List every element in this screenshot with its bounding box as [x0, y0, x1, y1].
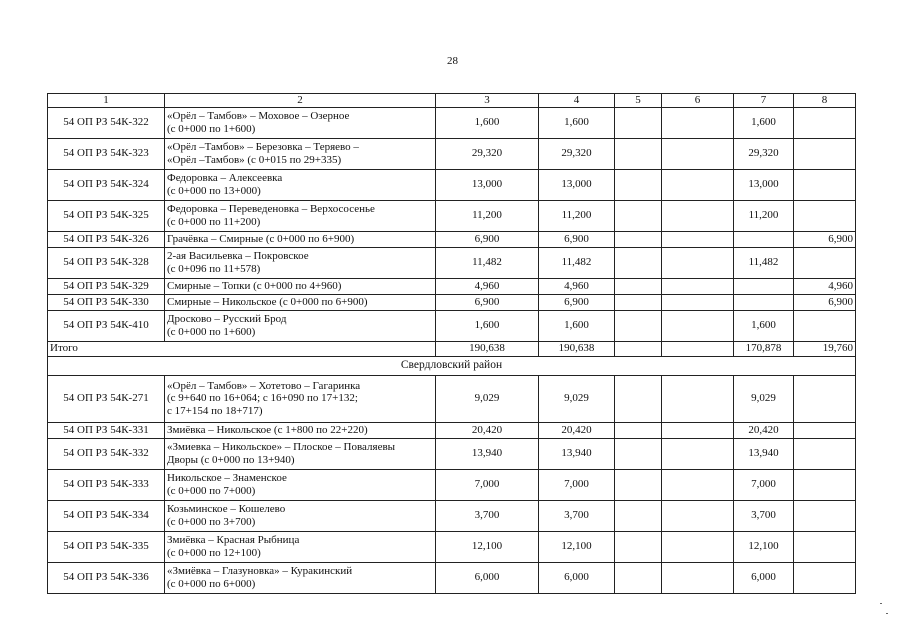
- road-name-cell: [165, 438, 436, 469]
- table-row: [48, 247, 856, 278]
- value-cell-c8: 4,960: [794, 278, 856, 294]
- value-cell-c7: 12,100: [734, 531, 794, 562]
- road-code-cell: 54 ОП РЗ 54К-410: [48, 310, 165, 341]
- value-cell-c6: [662, 107, 734, 138]
- value-cell-c8: [794, 422, 856, 438]
- road-code-cell: 54 ОП РЗ 54К-336: [48, 562, 165, 593]
- value-cell-c3: 11,482: [436, 247, 539, 278]
- value-cell-c6: [662, 500, 734, 531]
- value-cell-c8: [794, 247, 856, 278]
- value-cell-c7: 13,940: [734, 438, 794, 469]
- table-row: [48, 310, 856, 341]
- road-code-cell: 54 ОП РЗ 54К-330: [48, 294, 165, 310]
- road-name-line: Грачёвка – Смирные (с 0+000 по 6+900): [167, 232, 355, 245]
- road-name-line: Козьминское – Кошелево: [167, 503, 286, 515]
- value-cell-c5: [615, 500, 662, 531]
- table-row: [48, 422, 856, 438]
- scan-speck: [886, 613, 888, 614]
- value-cell-c3: 6,900: [436, 231, 539, 247]
- road-name-cell: [165, 562, 436, 593]
- value-cell-c5: [615, 200, 662, 231]
- road-name-line: «Орёл – Тамбов» – Хотетово – Гагаринка: [167, 379, 361, 392]
- value-cell-c5: [615, 294, 662, 310]
- road-code-cell: 54 ОП РЗ 54К-322: [48, 107, 165, 138]
- value-cell-c4: 1,600: [539, 107, 615, 138]
- value-cell-c5: [615, 278, 662, 294]
- value-cell-c4: 13,940: [539, 438, 615, 469]
- value-cell-c4: 6,900: [539, 231, 615, 247]
- value-cell-c4: 7,000: [539, 469, 615, 500]
- value-cell-c6: [662, 169, 734, 200]
- value-cell-c8: [794, 438, 856, 469]
- value-cell-c3: 1,600: [436, 310, 539, 341]
- road-name-line: Дросково – Русский Брод: [167, 313, 287, 325]
- table-row: [48, 107, 856, 138]
- column-header: 4: [539, 94, 615, 108]
- table-body: [48, 94, 856, 594]
- value-cell-c6: [662, 531, 734, 562]
- value-cell-c4: 6,000: [539, 562, 615, 593]
- road-code-cell: 54 ОП РЗ 54К-334: [48, 500, 165, 531]
- table-row: [48, 375, 856, 422]
- value-cell-c3: 1,600: [436, 107, 539, 138]
- road-name-line: (с 0+000 по 11+200): [167, 215, 261, 228]
- total-cell-c5: [615, 341, 662, 356]
- value-cell-c4: 6,900: [539, 294, 615, 310]
- road-name-cell: [165, 247, 436, 278]
- value-cell-c7: [734, 294, 794, 310]
- value-cell-c3: 11,200: [436, 200, 539, 231]
- road-name-cell: [165, 200, 436, 231]
- value-cell-c5: [615, 310, 662, 341]
- table-row: [48, 500, 856, 531]
- value-cell-c6: [662, 469, 734, 500]
- value-cell-c3: 9,029: [436, 375, 539, 422]
- value-cell-c8: [794, 138, 856, 169]
- road-name-line: (с 0+000 по 13+000): [167, 184, 261, 197]
- value-cell-c6: [662, 247, 734, 278]
- value-cell-c4: 11,482: [539, 247, 615, 278]
- road-code-cell: 54 ОП РЗ 54К-325: [48, 200, 165, 231]
- page-number: 28: [447, 55, 458, 67]
- table-row: [48, 278, 856, 294]
- value-cell-c6: [662, 422, 734, 438]
- total-cell-c6: [662, 341, 734, 356]
- road-name-line: Смирные – Топки (с 0+000 по 4+960): [167, 279, 342, 292]
- value-cell-c4: 4,960: [539, 278, 615, 294]
- value-cell-c6: [662, 138, 734, 169]
- value-cell-c5: [615, 169, 662, 200]
- table-row: [48, 231, 856, 247]
- value-cell-c5: [615, 138, 662, 169]
- value-cell-c3: 12,100: [436, 531, 539, 562]
- road-name-line: (с 9+640 по 16+064; с 16+090 по 17+132;: [167, 392, 358, 405]
- road-code-cell: 54 ОП РЗ 54К-329: [48, 278, 165, 294]
- road-name-cell: [165, 422, 436, 438]
- road-name-line: с 17+154 по 18+717): [167, 404, 263, 417]
- road-name-line: (с 0+096 по 11+578): [167, 262, 261, 275]
- road-name-line: «Змиевка – Никольское» – Плоское – Поваляевы: [167, 441, 396, 453]
- column-header: 6: [662, 94, 734, 108]
- value-cell-c6: [662, 310, 734, 341]
- value-cell-c7: [734, 278, 794, 294]
- header-row: [48, 94, 856, 108]
- value-cell-c7: 29,320: [734, 138, 794, 169]
- road-name-line: (с 0+000 по 1+600): [167, 122, 256, 135]
- value-cell-c4: 20,420: [539, 422, 615, 438]
- value-cell-c5: [615, 531, 662, 562]
- road-name-line: (с 0+000 по 7+000): [167, 484, 256, 497]
- value-cell-c8: 6,900: [794, 231, 856, 247]
- road-code-cell: 54 ОП РЗ 54К-324: [48, 169, 165, 200]
- table-row: [48, 531, 856, 562]
- value-cell-c5: [615, 469, 662, 500]
- road-code-cell: 54 ОП РЗ 54К-271: [48, 375, 165, 422]
- value-cell-c3: 13,000: [436, 169, 539, 200]
- value-cell-c3: 6,000: [436, 562, 539, 593]
- total-cell-c8: 19,760: [794, 341, 856, 356]
- road-name-cell: [165, 231, 436, 247]
- value-cell-c7: 1,600: [734, 310, 794, 341]
- road-name-cell: [165, 294, 436, 310]
- value-cell-c3: 20,420: [436, 422, 539, 438]
- road-name-line: «Орёл –Тамбов» – Березовка – Теряево –: [167, 141, 359, 153]
- road-name-cell: [165, 375, 436, 422]
- value-cell-c8: [794, 200, 856, 231]
- value-cell-c7: [734, 231, 794, 247]
- road-name-cell: [165, 278, 436, 294]
- value-cell-c4: 13,000: [539, 169, 615, 200]
- value-cell-c4: 3,700: [539, 500, 615, 531]
- value-cell-c7: 1,600: [734, 107, 794, 138]
- value-cell-c7: 11,482: [734, 247, 794, 278]
- road-code-cell: 54 ОП РЗ 54К-328: [48, 247, 165, 278]
- road-name-line: (с 0+000 по 6+000): [167, 577, 256, 590]
- road-code-cell: 54 ОП РЗ 54К-333: [48, 469, 165, 500]
- table-row: [48, 200, 856, 231]
- value-cell-c8: [794, 375, 856, 422]
- road-code-cell: 54 ОП РЗ 54К-323: [48, 138, 165, 169]
- value-cell-c7: 6,000: [734, 562, 794, 593]
- value-cell-c3: 6,900: [436, 294, 539, 310]
- road-name-line: «Змиёвка – Глазуновка» – Куракинский: [167, 565, 353, 577]
- scan-speck: [880, 603, 882, 604]
- table-row: [48, 294, 856, 310]
- road-name-cell: [165, 107, 436, 138]
- road-name-line: «Орёл –Тамбов» (с 0+015 по 29+335): [167, 153, 342, 166]
- value-cell-c8: [794, 107, 856, 138]
- value-cell-c6: [662, 200, 734, 231]
- value-cell-c7: 7,000: [734, 469, 794, 500]
- road-name-line: Смирные – Никольское (с 0+000 по 6+900): [167, 295, 368, 308]
- table-row: [48, 438, 856, 469]
- value-cell-c6: [662, 231, 734, 247]
- value-cell-c6: [662, 375, 734, 422]
- road-name-line: Федоровка – Алексеевка: [167, 172, 283, 184]
- value-cell-c5: [615, 107, 662, 138]
- column-header: 8: [794, 94, 856, 108]
- value-cell-c7: 3,700: [734, 500, 794, 531]
- value-cell-c3: 7,000: [436, 469, 539, 500]
- value-cell-c7: 13,000: [734, 169, 794, 200]
- column-header: 2: [165, 94, 436, 108]
- value-cell-c7: 11,200: [734, 200, 794, 231]
- road-name-line: Никольское – Знаменское: [167, 472, 287, 484]
- value-cell-c5: [615, 247, 662, 278]
- value-cell-c8: [794, 310, 856, 341]
- road-name-line: Дворы (с 0+000 по 13+940): [167, 453, 295, 466]
- value-cell-c8: [794, 562, 856, 593]
- value-cell-c8: [794, 500, 856, 531]
- road-name-line: (с 0+000 по 12+100): [167, 546, 261, 559]
- table-row: [48, 169, 856, 200]
- value-cell-c6: [662, 294, 734, 310]
- value-cell-c6: [662, 438, 734, 469]
- value-cell-c4: 1,600: [539, 310, 615, 341]
- column-header: 3: [436, 94, 539, 108]
- value-cell-c5: [615, 231, 662, 247]
- road-code-cell: 54 ОП РЗ 54К-326: [48, 231, 165, 247]
- table-row: [48, 138, 856, 169]
- value-cell-c8: 6,900: [794, 294, 856, 310]
- road-name-line: «Орёл – Тамбов» – Моховое – Озерное: [167, 110, 350, 122]
- value-cell-c7: 20,420: [734, 422, 794, 438]
- value-cell-c8: [794, 531, 856, 562]
- road-name-cell: [165, 531, 436, 562]
- road-name-cell: [165, 310, 436, 341]
- total-cell-c7: 170,878: [734, 341, 794, 356]
- value-cell-c4: 9,029: [539, 375, 615, 422]
- value-cell-c5: [615, 422, 662, 438]
- road-name-line: Федоровка – Переведеновка – Верхососенье: [167, 203, 375, 215]
- total-cell-c4: 190,638: [539, 341, 615, 356]
- value-cell-c8: [794, 169, 856, 200]
- road-code-cell: 54 ОП РЗ 54К-335: [48, 531, 165, 562]
- total-cell-c3: 190,638: [436, 341, 539, 356]
- column-header: 7: [734, 94, 794, 108]
- value-cell-c5: [615, 438, 662, 469]
- value-cell-c7: 9,029: [734, 375, 794, 422]
- table-row: [48, 562, 856, 593]
- road-code-cell: 54 ОП РЗ 54К-332: [48, 438, 165, 469]
- road-name-line: Змиёвка – Красная Рыбница: [167, 534, 300, 546]
- value-cell-c3: 3,700: [436, 500, 539, 531]
- value-cell-c5: [615, 562, 662, 593]
- road-name-line: 2-ая Васильевка – Покровское: [167, 250, 309, 262]
- section-title: Свердловский район: [48, 356, 856, 375]
- total-row: [48, 341, 856, 356]
- value-cell-c6: [662, 278, 734, 294]
- value-cell-c3: 29,320: [436, 138, 539, 169]
- column-header: 5: [615, 94, 662, 108]
- section-row: [48, 356, 856, 375]
- road-name-line: (с 0+000 по 1+600): [167, 325, 256, 338]
- road-name-cell: [165, 169, 436, 200]
- road-name-cell: [165, 500, 436, 531]
- value-cell-c4: 11,200: [539, 200, 615, 231]
- road-name-cell: [165, 469, 436, 500]
- value-cell-c5: [615, 375, 662, 422]
- value-cell-c4: 29,320: [539, 138, 615, 169]
- value-cell-c3: 4,960: [436, 278, 539, 294]
- total-label: Итого: [48, 341, 436, 356]
- value-cell-c4: 12,100: [539, 531, 615, 562]
- road-code-cell: 54 ОП РЗ 54К-331: [48, 422, 165, 438]
- road-name-line: Змиёвка – Никольское (с 1+800 по 22+220): [167, 423, 368, 436]
- value-cell-c8: [794, 469, 856, 500]
- column-header: 1: [48, 94, 165, 108]
- roads-table: [47, 93, 856, 594]
- table-row: [48, 469, 856, 500]
- value-cell-c6: [662, 562, 734, 593]
- road-name-line: (с 0+000 по 3+700): [167, 515, 256, 528]
- road-name-cell: [165, 138, 436, 169]
- value-cell-c3: 13,940: [436, 438, 539, 469]
